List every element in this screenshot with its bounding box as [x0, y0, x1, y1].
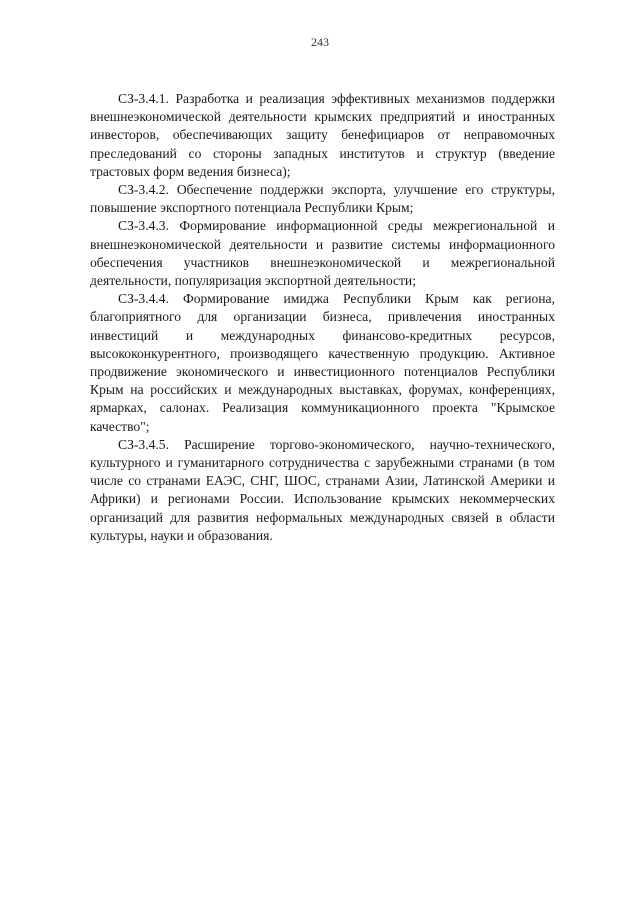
paragraph-text: Расширение торгово-экономического, научно-технического, культурного и гуманитарного сотрудничества с зарубежными странами (в том числе со странами ЕАЭС, СНГ, ШОС, странами Азии, Латинской Америки и Африки) и регионами России. Использование крымских некоммерческих организаций для развития неформальных международных связей в области культуры, науки и образования.	[90, 436, 555, 543]
paragraph-code: СЗ-3.4.4.	[118, 291, 169, 307]
paragraph-code: СЗ-3.4.2.	[118, 182, 169, 198]
paragraph-text: Обеспечение поддержки экспорта, улучшение его структуры, повышение экспортного потенциала Республики Крым;	[90, 182, 555, 216]
paragraph-text: Формирование имиджа Республики Крым как региона, благоприятного для организации бизнеса, привлечения иностранных инвестиций и международных финансово-кредитных ресурсов, высококонкурентного, производящего качественную продукцию. Активное продвижение экономического и инвестиционного потенциалов Республики Крым на российских и международных выставках, форумах, конференциях, ярмарках, салонах. Реализация коммуникационного проекта "Крымское качество";	[90, 291, 555, 434]
document-body	[90, 90, 555, 545]
paragraph-sz-3-4-1	[90, 90, 555, 181]
paragraph-code: СЗ-3.4.5.	[118, 436, 169, 452]
paragraph-code: СЗ-3.4.1.	[118, 91, 169, 106]
page-number: 243	[311, 35, 329, 49]
paragraph-text: Формирование информационной среды межрегиональной и внешнеэкономической деятельности и развитие системы информационного обеспечения участников внешнеэкономической и межрегиональной деятельности, популяризация экспортной деятельности;	[90, 218, 555, 289]
paragraph-sz-3-4-4	[90, 290, 555, 436]
paragraph-sz-3-4-3	[90, 217, 555, 290]
paragraph-sz-3-4-5	[90, 436, 555, 545]
paragraph-code: СЗ-3.4.3.	[118, 218, 169, 234]
paragraph-sz-3-4-2	[90, 181, 555, 217]
paragraph-text: Разработка и реализация эффективных механизмов поддержки внешнеэкономической деятельности крымских предприятий и иностранных инвесторов, обеспечивающих защиту бенефициаров от неправомочных преследований со стороны западных институтов и структур (введение трастовых форм ведения бизнеса);	[90, 91, 555, 179]
